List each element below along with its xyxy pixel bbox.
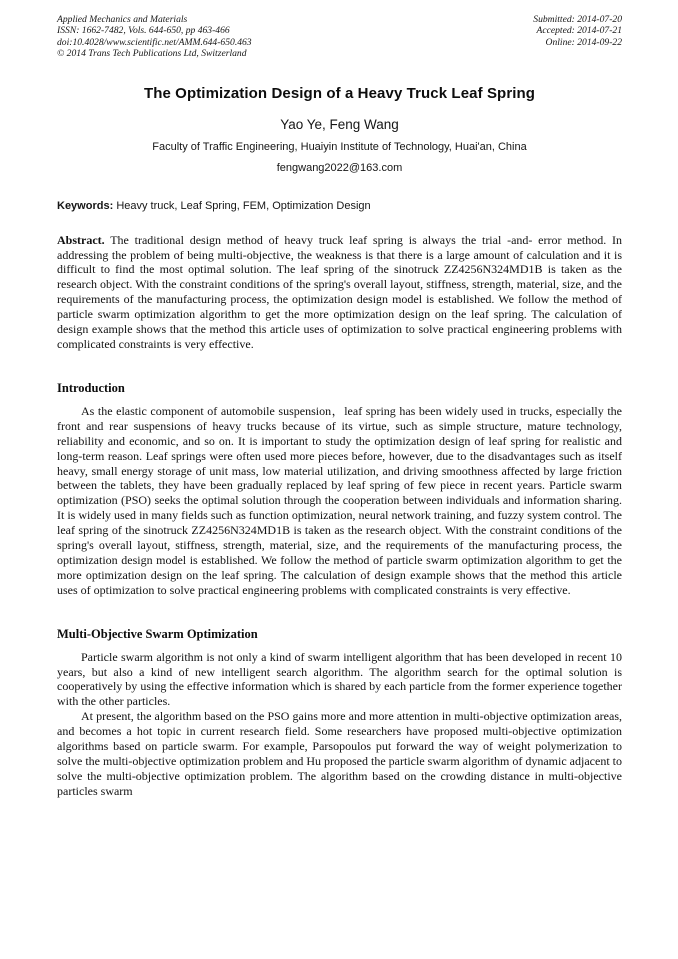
section-heading-multi-objective-swarm-optimization: Multi-Objective Swarm Optimization	[57, 626, 258, 641]
abstract-label: Abstract.	[57, 232, 105, 247]
online-date: Online: 2014-09-22	[545, 36, 622, 48]
accepted-date: Accepted: 2014-07-21	[536, 25, 622, 37]
section-heading-introduction: Introduction	[57, 380, 125, 395]
author-affiliation: Faculty of Traffic Engineering, Huaiyin Institute of Technology, Huai'an, China	[152, 140, 527, 153]
abstract-paragraph	[57, 233, 622, 352]
author-email: fengwang2022@163.com	[276, 161, 403, 174]
submitted-date: Submitted: 2014-07-20	[533, 14, 622, 25]
paper-authors: Yao Ye, Feng Wang	[280, 116, 399, 132]
multi-objective-paragraph-1: Particle swarm algorithm is not only a kind of swarm intelligent algorithm that has been developed in recent 10 years, but also a kind of new intelligent search algorithm. The algorithm search for the optimal solution is cooperatively by using the effective information which is shared by each particle from the former experience together with the other particles.	[57, 649, 622, 709]
journal-header	[57, 14, 622, 60]
keywords-line	[57, 200, 622, 212]
abstract-text: The traditional design method of heavy truck leaf spring is always the trial -and- error method. In addressing the problem of being multi-objective, the weakness is that there is a large amount of calculation and it is difficult to find the most optimal solution. The leaf spring of the sinotruck ZZ4256N324MD1B is taken as the research object. With the constraint conditions of the spring's overall layout, stiffness, strength, material, size, and the requirements of the manufacturing process, the optimization design model is established. We follow the method of particle swarm optimization algorithm to get the more optimization design on the leaf spring. The calculation of design example shows that the method this article uses of optimization to solve practical engineering problems with complicated constraints is very effective.	[57, 232, 622, 351]
journal-doi: doi:10.4028/www.scientific.net/AMM.644-650.463	[57, 36, 252, 48]
journal-copyright: © 2014 Trans Tech Publications Ltd, Switzerland	[57, 48, 247, 60]
multi-objective-paragraph-2: At present, the algorithm based on the PSO gains more and more attention in multi-objective optimization areas, and becomes a hot topic in current research field. Some researchers have proposed multi-objective optimization algorithms based on particle swarm. For example, Parsopoulos put forward the way of weight polymerization to solve the multi-objective optimization problem and Hu proposed the particle swarm algorithm of dynamic adjacent to solve the multi-objective optimization problem. The algorithm based on the crowding distance in multi-objective particles swarm	[57, 709, 622, 798]
paper-title: The Optimization Design of a Heavy Truck Leaf Spring	[143, 84, 536, 102]
keywords-label: Keywords:	[57, 199, 114, 212]
introduction-paragraph: As the elastic component of automobile suspension，leaf spring has been widely used in trucks, especially the front and rear suspensions of heavy trucks because of its virtue, such as simple structure, mature technology, reliability and economic, and so on. It is important to study the optimization design of leaf spring for realistic and long-term reason. Leaf springs were often used more pieces before, however, due to the disadvantages such as itself heavy, small energy storage of unit mass, low material utilization, and driving smoothness affected by large friction between the tablets, they have been gradually replaced by leaf spring of few piece in recent years. Particle swarm optimization (PSO) seeks the optimal solution through the cooperation between individuals and information sharing. It is widely used in many fields such as function optimization, neural network training, and fuzzy system control. The leaf spring of the sinotruck ZZ4256N324MD1B is taken as the research object. With the constraint conditions of the spring's overall layout, stiffness, strength, material, size, and the requirements of the manufacturing process, the optimization design model is established. We follow the method of particle swarm optimization algorithm to get the more optimization design on the leaf spring. The calculation of design example shows that the method this article uses of optimization to solve practical engineering problems with complicated constraints is very effective.	[57, 403, 622, 597]
journal-issn-volume: ISSN: 1662-7482, Vols. 644-650, pp 463-466	[57, 25, 230, 37]
journal-name: Applied Mechanics and Materials	[57, 14, 188, 25]
submission-dates	[533, 14, 622, 60]
journal-info	[57, 14, 252, 60]
keywords-text: Heavy truck, Leaf Spring, FEM, Optimization Design	[116, 199, 371, 212]
